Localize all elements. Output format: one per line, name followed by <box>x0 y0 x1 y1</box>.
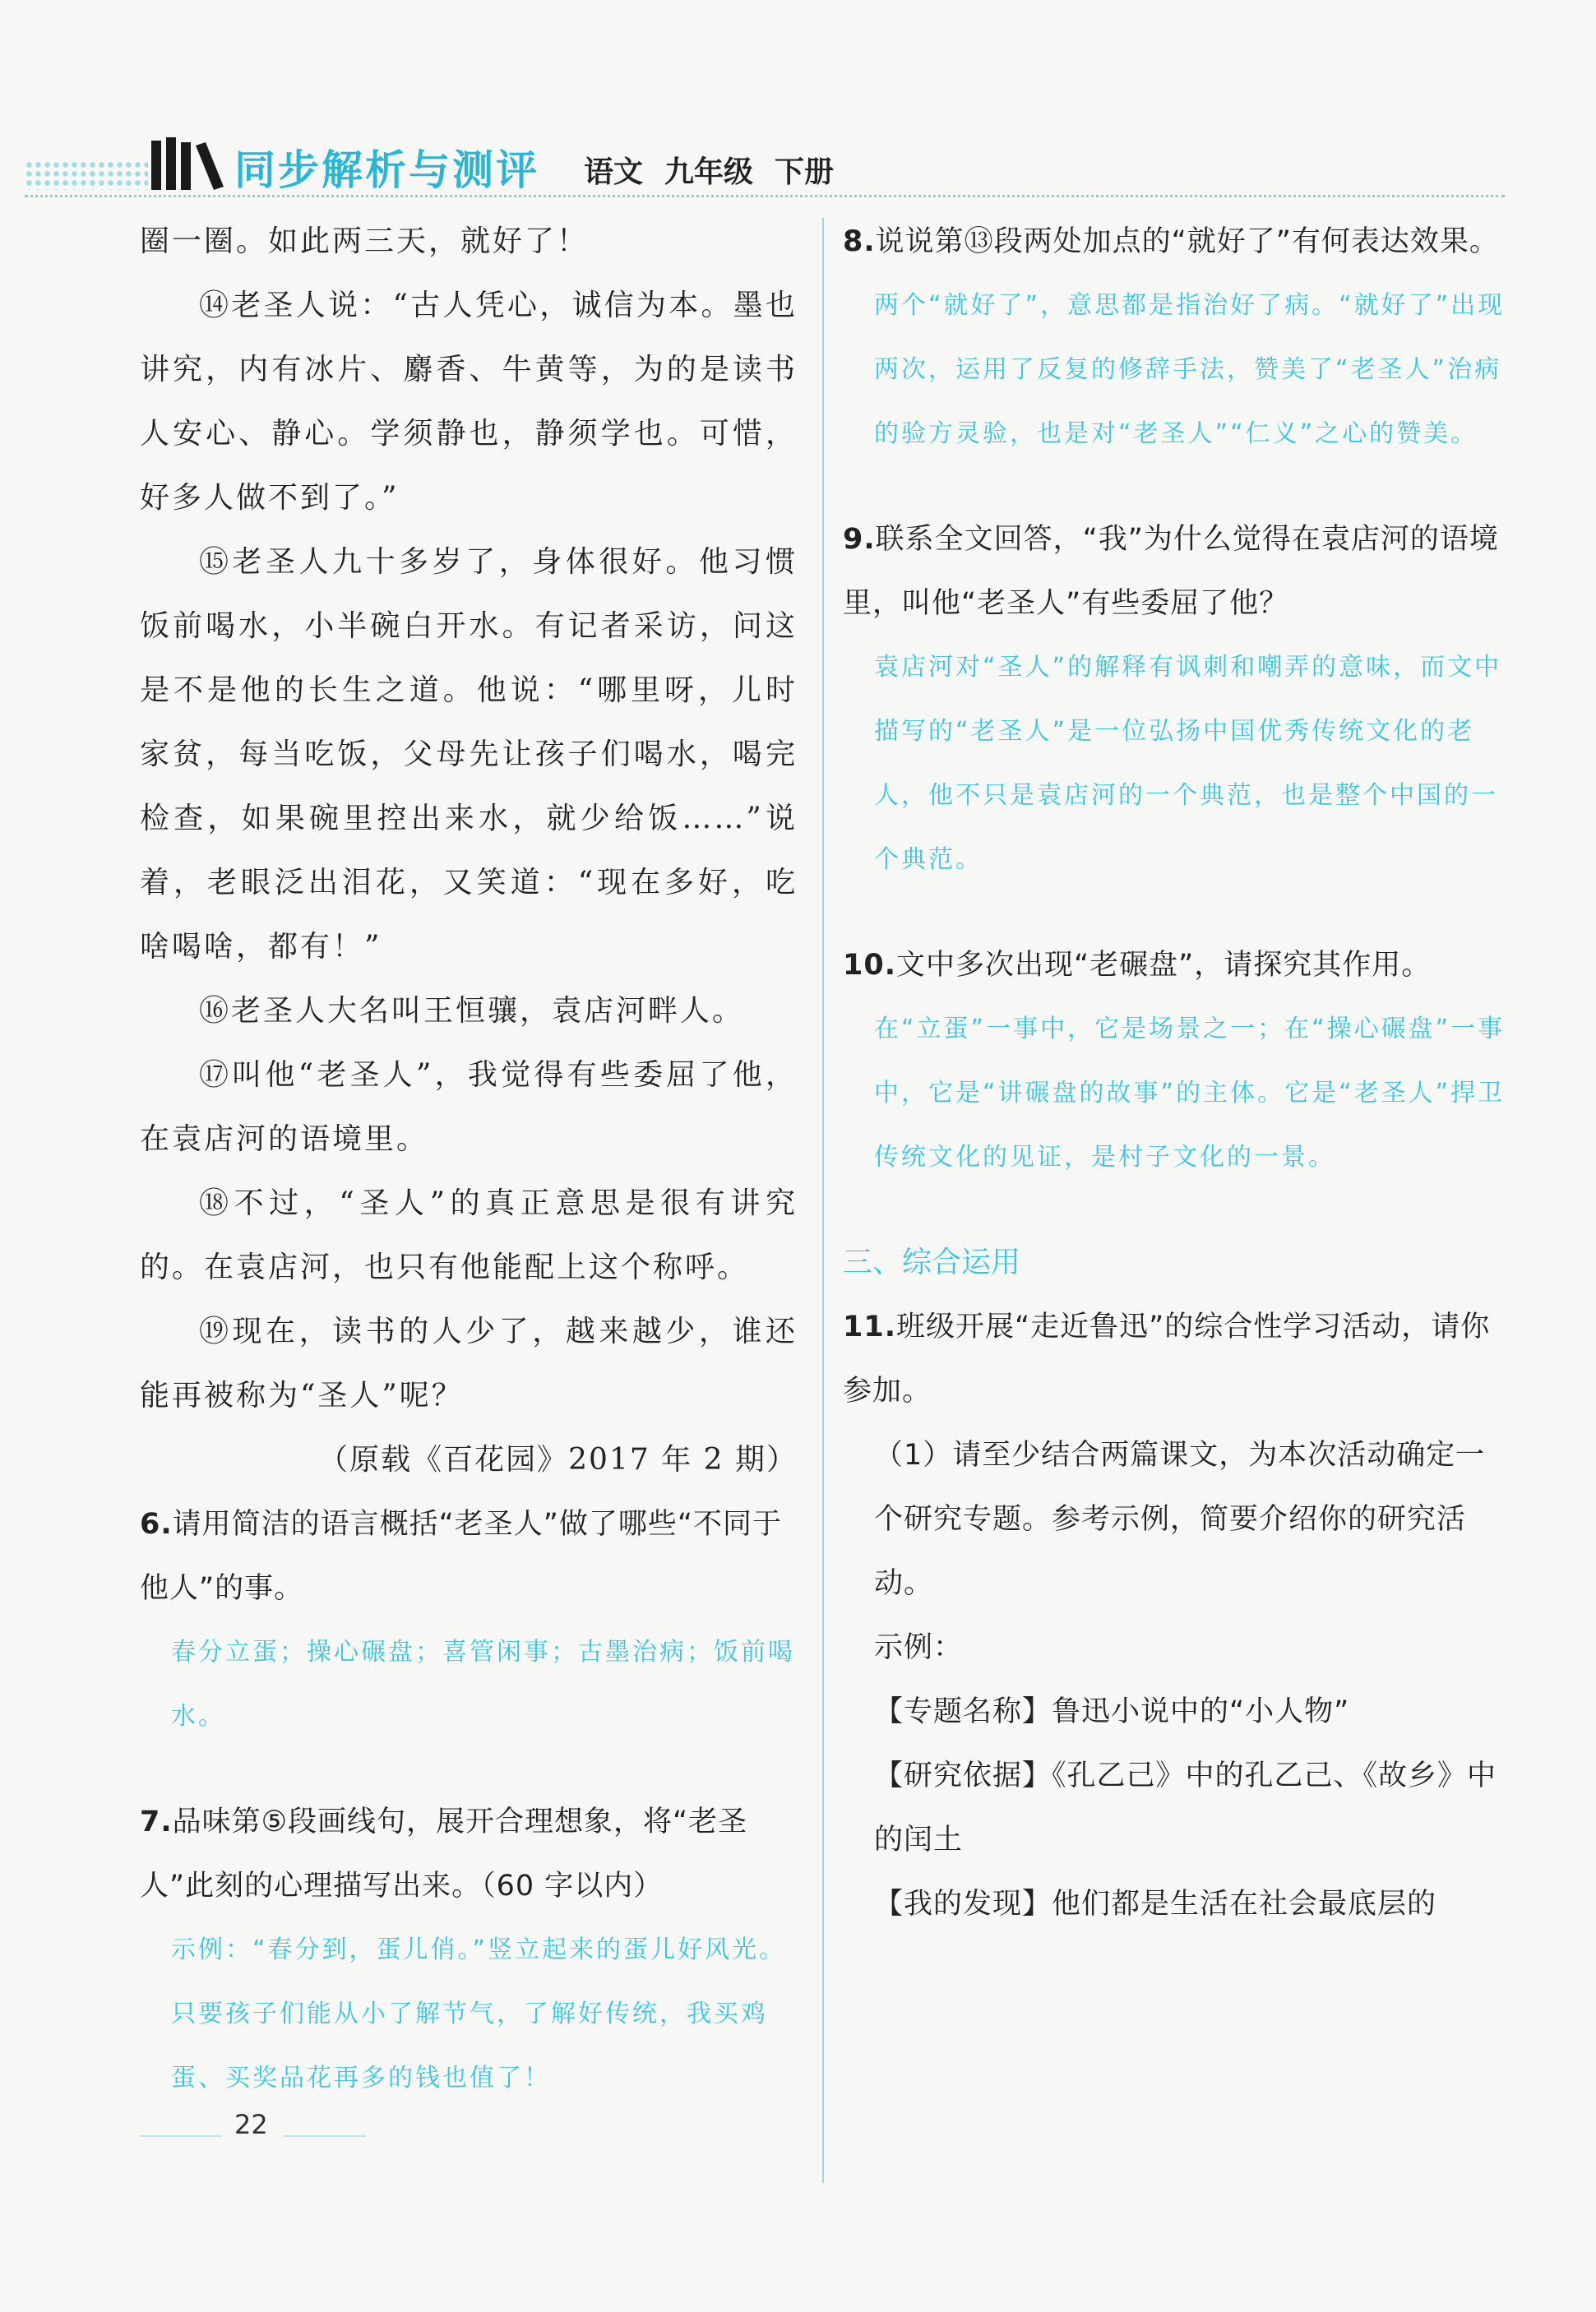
question-11 <box>843 1295 1509 1423</box>
grade-label: 九年级 <box>664 155 754 189</box>
subject-label: 语文 <box>584 155 644 189</box>
answer-10: 在“立蛋”一事中，它是场景之一；在“操心碾盘”一事中，它是“讲碾盘的故事”的主体。它是“老圣人”捍卫传统文化的见证，是村子文化的一景。 <box>874 1015 1506 1172</box>
header-dot-pattern <box>25 160 148 190</box>
question-6-number: 6. <box>140 1508 173 1541</box>
question-6 <box>140 1492 798 1621</box>
course-info <box>584 149 855 191</box>
answer-7: 示例：“春分到，蛋儿俏。”竖立起来的蛋儿好风光。只要孩子们能从小了解节气，了解好传统，我买鸡蛋、买奖品花再多的钱也值了！ <box>171 1935 787 2092</box>
header-rule <box>25 195 1505 197</box>
source-citation: （原载《百花园》2017 年 2 期） <box>318 1443 798 1477</box>
question-7 <box>140 1790 798 1918</box>
question-11-text: 班级开展“走近鲁迅”的综合性学习活动，请你参加。 <box>843 1311 1491 1408</box>
question-11-part-1: （1）请至少结合两篇课文，为本次活动确定一个研究专题。参考示例，简要介绍你的研究活动。 <box>874 1439 1486 1600</box>
page-footer <box>140 2109 386 2158</box>
paragraph-17: ⑰叫他“老圣人”，我觉得有些委屈了他，在袁店河的语境里。 <box>140 1058 798 1156</box>
books-logo-icon <box>148 136 226 193</box>
question-10 <box>843 933 1509 997</box>
basis-line: 【研究依据】《孔乙己》中的孔乙己、《故乡》中的闰土 <box>874 1759 1497 1857</box>
question-11-number: 11. <box>843 1311 897 1343</box>
topic-line: 【专题名称】鲁迅小说中的“小人物” <box>874 1695 1350 1728</box>
left-column <box>140 210 798 2111</box>
question-10-text: 文中多次出现“老碾盘”，请探究其作用。 <box>896 949 1432 982</box>
question-7-number: 7. <box>140 1806 173 1838</box>
question-10-number: 10. <box>843 949 897 982</box>
question-9 <box>843 507 1509 636</box>
answer-6: 春分立蛋；操心碾盘；喜管闲事；古墨治病；饭前喝水。 <box>171 1638 795 1731</box>
page-number: 22 <box>234 2109 268 2140</box>
paragraph-15: ⑮老圣人九十多岁了，身体很好。他习惯饭前喝水，小半碗白开水。有记者采访，问这是不是他的长生之道。他说：“哪里呀，儿时家贫，每当吃饭，父母先让孩子们喝水，喝完检查，如果碗里控出来水，就少给饭……”说着，老眼泛出泪花，又笑道：“现在多好，吃啥喝啥，都有！” <box>140 545 798 964</box>
answer-9: 袁店河对“圣人”的解释有讽刺和嘲弄的意味，而文中描写的“老圣人”是一位弘扬中国优秀传统文化的老人，他不只是袁店河的一个典范，也是整个中国的一个典范。 <box>874 653 1502 874</box>
footer-rule-right <box>284 2135 366 2137</box>
question-8-number: 8. <box>843 225 876 258</box>
answer-8: 两个“就好了”，意思都是指治好了病。“就好了”出现两次，运用了反复的修辞手法，赞美了“老圣人”治病的验方灵验，也是对“老圣人”“仁义”之心的赞美。 <box>874 291 1506 448</box>
question-8 <box>843 210 1509 274</box>
question-7-text: 品味第⑤段画线句，展开合理想象，将“老圣人”此刻的心理描写出来。（60 字以内） <box>140 1806 748 1903</box>
right-column <box>843 210 1509 1936</box>
volume-label: 下册 <box>775 155 835 189</box>
paragraph-14: ⑭老圣人说：“古人凭心，诚信为本。墨也讲究，内有冰片、麝香、牛黄等，为的是读书人安心、静心。学须静也，静须学也。可惜，好多人做不到了。” <box>140 289 798 515</box>
question-8-text: 说说第⑬段两处加点的“就好了”有何表达效果。 <box>875 225 1499 258</box>
question-9-number: 9. <box>843 523 876 556</box>
example-label: 示例： <box>874 1631 964 1664</box>
page-header <box>25 136 1505 201</box>
question-6-text: 请用简洁的语言概括“老圣人”做了哪些“不同于他人”的事。 <box>140 1508 783 1605</box>
finding-line: 【我的发现】他们都是生活在社会最底层的 <box>874 1888 1437 1921</box>
column-divider <box>822 218 824 2183</box>
paragraph-16: ⑯老圣人大名叫王恒骧，袁店河畔人。 <box>199 994 745 1028</box>
paragraph-18: ⑱不过，“圣人”的真正意思是很有讲究的。在袁店河，也只有他能配上这个称呼。 <box>140 1186 798 1284</box>
question-9-text: 联系全文回答，“我”为什么觉得在袁店河的语境里，叫他“老圣人”有些委屈了他？ <box>843 523 1499 620</box>
paragraph-19: ⑲现在，读书的人少了，越来越少，谁还能再被称为“圣人”呢？ <box>140 1315 798 1413</box>
section-heading: 三、综合运用 <box>843 1246 1021 1279</box>
paragraph-13-end: 圈一圈。如此两三天，就好了！ <box>140 224 590 258</box>
series-title: 同步解析与测评 <box>234 146 539 194</box>
footer-rule-left <box>140 2135 222 2137</box>
